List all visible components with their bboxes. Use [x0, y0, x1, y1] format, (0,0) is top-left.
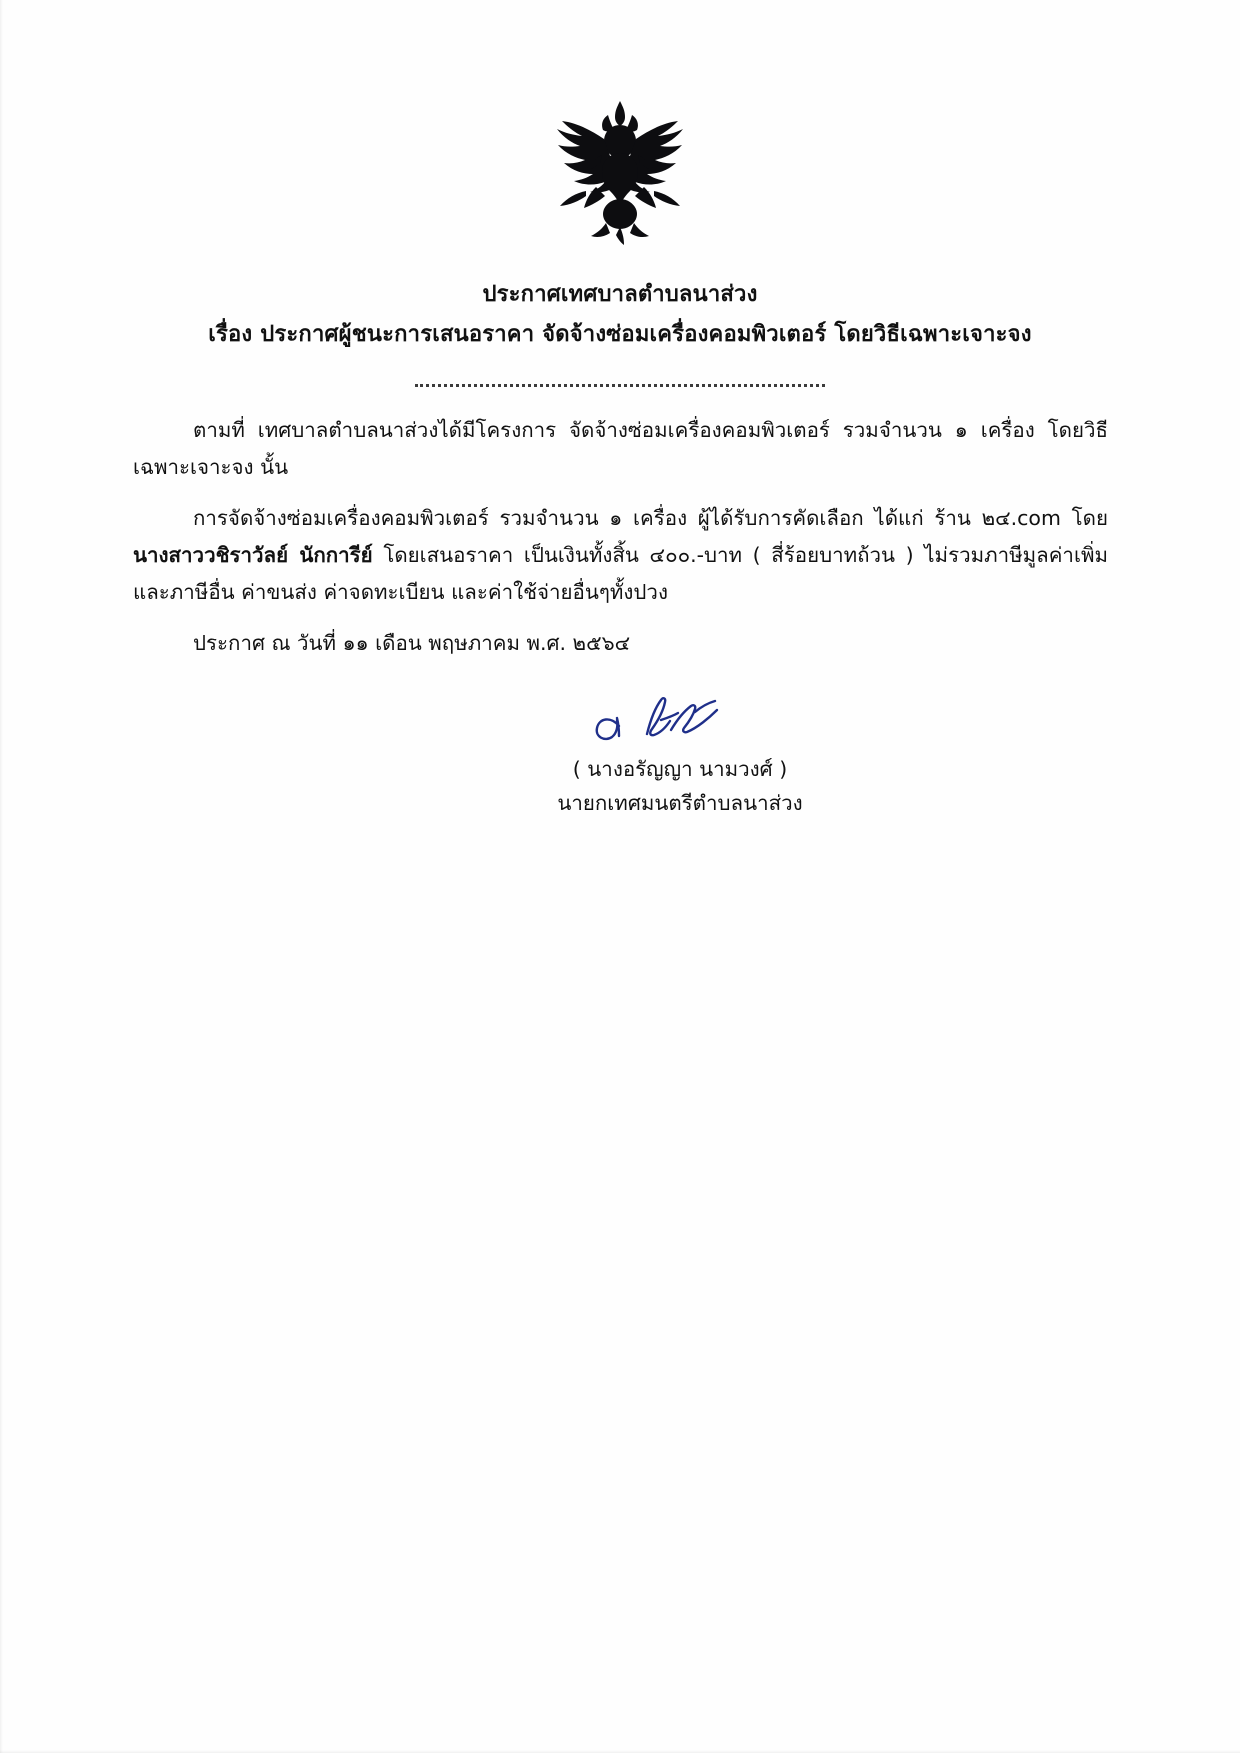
signer-title: นายกเทศมนตรีตำบลนาส่วง	[557, 791, 803, 815]
paragraph-date: ประกาศ ณ วันที่ ๑๑ เดือน พฤษภาคม พ.ศ. ๒๕๖๔	[193, 631, 631, 655]
paragraph-background: ตามที่ เทศบาลตำบลนาส่วงได้มีโครงการ จัดจ้างซ่อมเครื่องคอมพิวเตอร์ รวมจำนวน ๑ เครื่อง โดยวิธีเฉพาะเจาะจง นั้น	[133, 418, 1108, 479]
dotted-divider	[415, 374, 825, 387]
winner-name: นางสาววชิราวัลย์ นักการีย์	[133, 543, 373, 567]
paragraph-award	[133, 500, 1108, 611]
announcement-subject: เรื่อง ประกาศผู้ชนะการเสนอราคา จัดจ้างซ่อมเครื่องคอมพิวเตอร์ โดยวิธีเฉพาะเจาะจง	[208, 322, 1032, 347]
document-header	[0, 278, 1240, 354]
award-text-part2: โดยเสนอราคา เป็นเงินทั้งสิ้น ๔๐๐.-บาท ( สี่ร้อยบาทถ้วน ) ไม่รวมภาษีมูลค่าเพิ่มและภาษีอื่น ค่าขนส่ง ค่าจดทะเบียน และค่าใช้จ่ายอื่นๆทั้งปวง	[133, 543, 1108, 604]
handwritten-signature	[555, 690, 805, 752]
emblem-container	[0, 95, 1240, 250]
garuda-emblem	[530, 95, 710, 250]
award-text-part1: การจัดจ้างซ่อมเครื่องคอมพิวเตอร์ รวมจำนวน ๑ เครื่อง ผู้ได้รับการคัดเลือก ได้แก่ ร้าน ๒๔.com โดย	[193, 506, 1108, 530]
signature-block	[0, 690, 1240, 820]
scan-edge-left	[0, 0, 3, 1753]
document-body	[133, 412, 1108, 676]
signer-name: ( นางอรัญญา นามวงศ์ )	[572, 757, 788, 781]
announcement-title: ประกาศเทศบาลตำบลนาส่วง	[482, 282, 758, 307]
